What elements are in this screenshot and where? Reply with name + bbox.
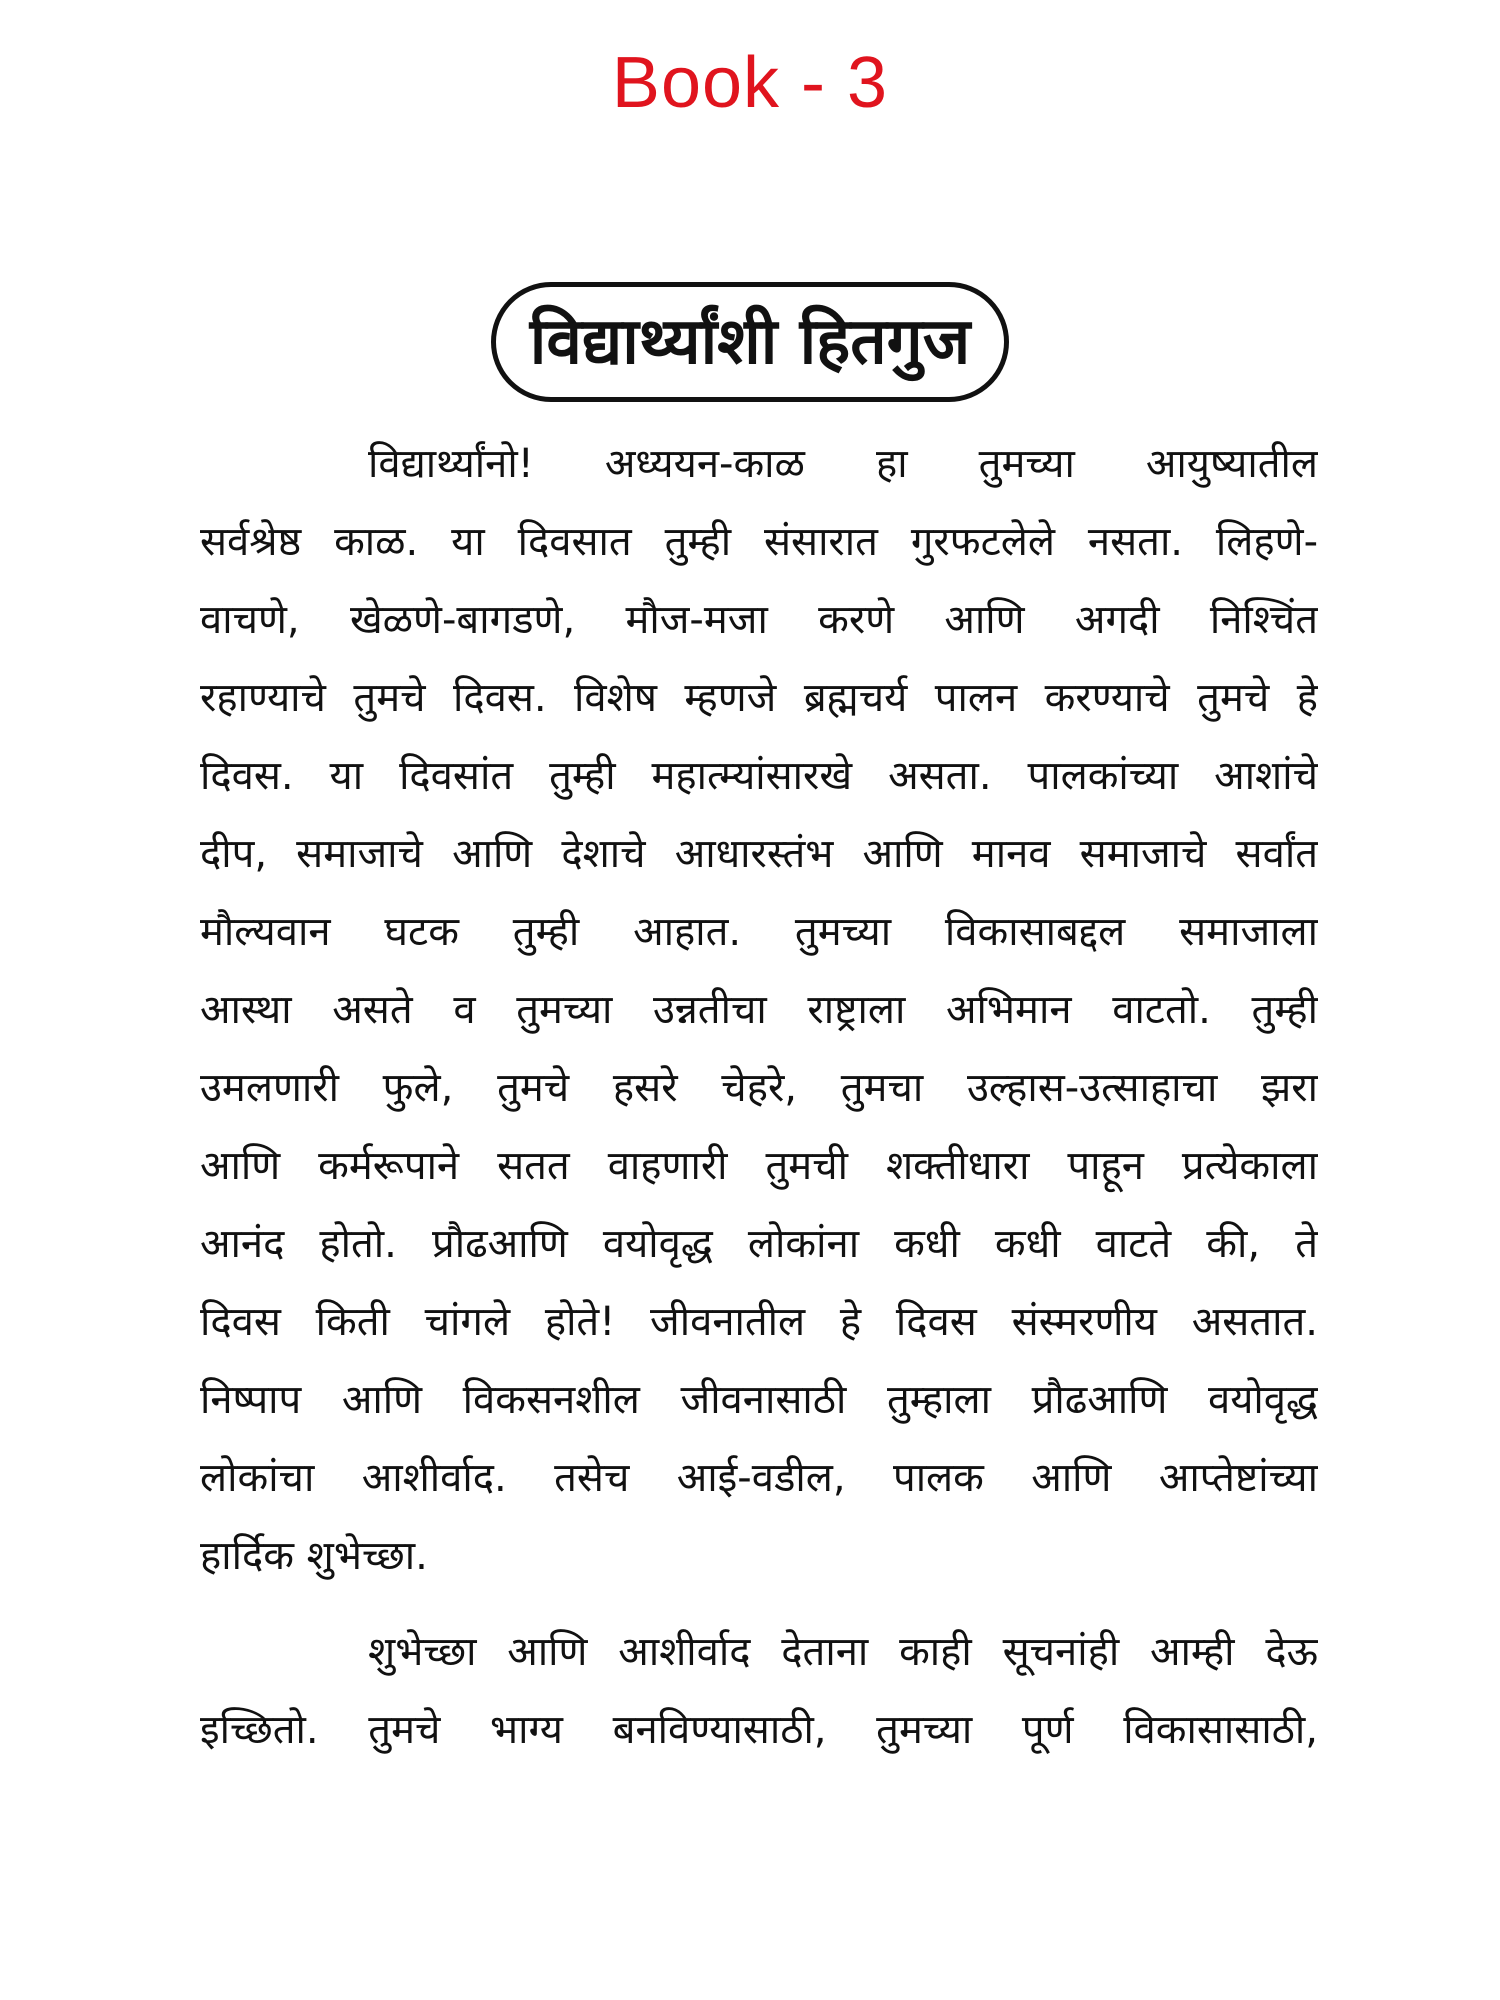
- text-line: दिवस किती चांगले होते! जीवनातील हे दिवस संस्मरणीय असतात.: [200, 1299, 1318, 1345]
- chapter-title: विद्यार्थ्यांशी हितगुज: [491, 282, 1009, 402]
- text-line: उमलणारी फुले, तुमचे हसरे चेहरे, तुमचा उल्हास-उत्साहाचा झरा: [200, 1065, 1318, 1111]
- text-line: वाचणे, खेळणे-बागडणे, मौज-मजा करणे आणि अगदी निश्चिंत: [200, 597, 1318, 643]
- text-line: मौल्यवान घटक तुम्ही आहात. तुमच्या विकासाबद्दल समाजाला: [200, 909, 1318, 955]
- text-line: इच्छितो. तुमचे भाग्य बनविण्यासाठी, तुमच्या पूर्ण विकासासाठी,: [200, 1707, 1318, 1753]
- text-line: दिवस. या दिवसांत तुम्ही महात्म्यांसारखे असता. पालकांच्या आशांचे: [200, 753, 1318, 799]
- text-line: आस्था असते व तुमच्या उन्नतीचा राष्ट्राला अभिमान वाटतो. तुम्ही: [200, 987, 1318, 1033]
- text-line: आणि कर्मरूपाने सतत वाहणारी तुमची शक्तीधारा पाहून प्रत्येकाला: [200, 1143, 1318, 1189]
- text-line: सर्वश्रेष्ठ काळ. या दिवसात तुम्ही संसारात गुरफटलेले नसता. लिहणे-: [200, 519, 1318, 565]
- text-line: शुभेच्छा आणि आशीर्वाद देताना काही सूचनांही आम्ही देऊ: [368, 1629, 1318, 1675]
- text-line: विद्यार्थ्यांनो! अध्ययन-काळ हा तुमच्या आयुष्यातील: [368, 441, 1318, 487]
- text-line: रहाण्याचे तुमचे दिवस. विशेष म्हणजे ब्रह्मचर्य पालन करण्याचे तुमचे हे: [200, 675, 1318, 721]
- title-container: [0, 282, 1500, 402]
- text-line: दीप, समाजाचे आणि देशाचे आधारस्तंभ आणि मानव समाजाचे सर्वांत: [200, 831, 1318, 877]
- paragraph-gap: [200, 1595, 1318, 1613]
- text-line: लोकांचा आशीर्वाद. तसेच आई-वडील, पालक आणि आप्तेष्टांच्या: [200, 1455, 1318, 1501]
- book-label: Book - 3: [611, 43, 889, 123]
- text-line: निष्पाप आणि विकसनशील जीवनासाठी तुम्हाला प्रौढआणि वयोवृद्ध: [200, 1377, 1318, 1423]
- text-line: हार्दिक शुभेच्छा.: [200, 1533, 428, 1579]
- body-text: [200, 425, 1318, 1769]
- text-line: आनंद होतो. प्रौढआणि वयोवृद्ध लोकांना कधी कधी वाटते की, ते: [200, 1221, 1318, 1267]
